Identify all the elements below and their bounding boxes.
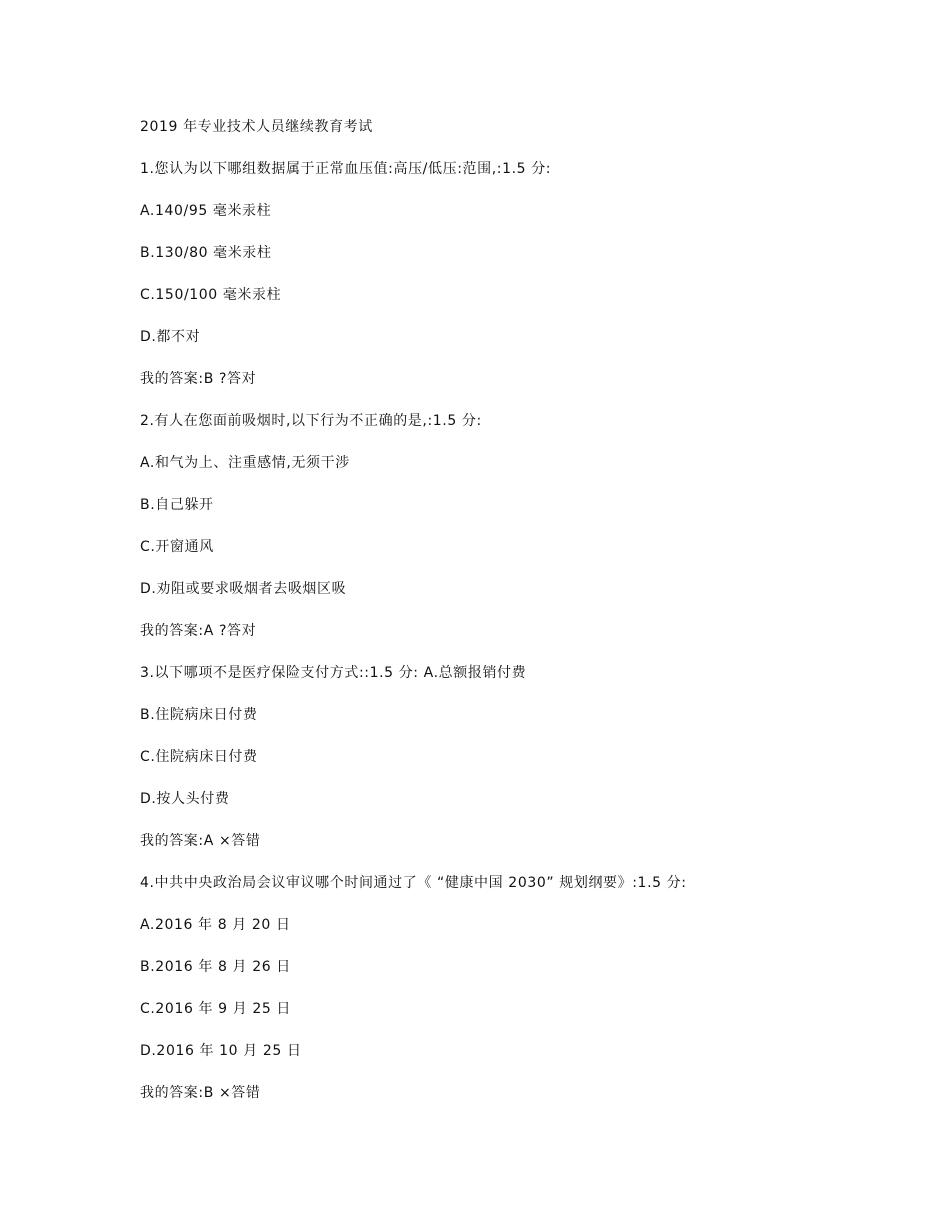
question-stem: 4.中共中央政治局会议审议哪个时间通过了《 “健康中国 2030” 规划纲要》:1.5 分: [140,875,687,891]
option-c: C.住院病床日付费 [140,749,258,765]
question-stem: 1.您认为以下哪组数据属于正常血压值:高压/低压:范围,:1.5 分: [140,161,552,177]
option-c: C.150/100 毫米汞柱 [140,287,282,303]
option-d: D.劝阻或要求吸烟者去吸烟区吸 [140,581,347,597]
option-b: B.自己躲开 [140,497,214,513]
document-title: 2019 年专业技术人员继续教育考试 [140,119,373,135]
question-1 [140,158,900,410]
exam-document [140,116,900,1124]
option-b: B.2016 年 8 月 26 日 [140,959,291,975]
option-a: A.和气为上、注重感情,无须干涉 [140,455,350,471]
option-a: A.140/95 毫米汞柱 [140,203,272,219]
option-b: B.住院病床日付费 [140,707,258,723]
option-d: D.都不对 [140,329,201,345]
option-b: B.130/80 毫米汞柱 [140,245,272,261]
option-c: C.2016 年 9 月 25 日 [140,1001,292,1017]
question-3 [140,662,900,872]
question-4 [140,872,900,1124]
option-d: D.按人头付费 [140,791,230,807]
my-answer: 我的答案:B ×答错 [140,1085,261,1101]
question-stem: 2.有人在您面前吸烟时,以下行为不正确的是,:1.5 分: [140,413,482,429]
option-c: C.开窗通风 [140,539,214,555]
my-answer: 我的答案:A ×答错 [140,833,261,849]
my-answer: 我的答案:A ?答对 [140,623,257,639]
my-answer: 我的答案:B ?答对 [140,371,257,387]
question-stem: 3.以下哪项不是医疗保险支付方式::1.5 分: A.总额报销付费 [140,665,527,681]
option-d: D.2016 年 10 月 25 日 [140,1043,302,1059]
option-a: A.2016 年 8 月 20 日 [140,917,291,933]
question-2 [140,410,900,662]
